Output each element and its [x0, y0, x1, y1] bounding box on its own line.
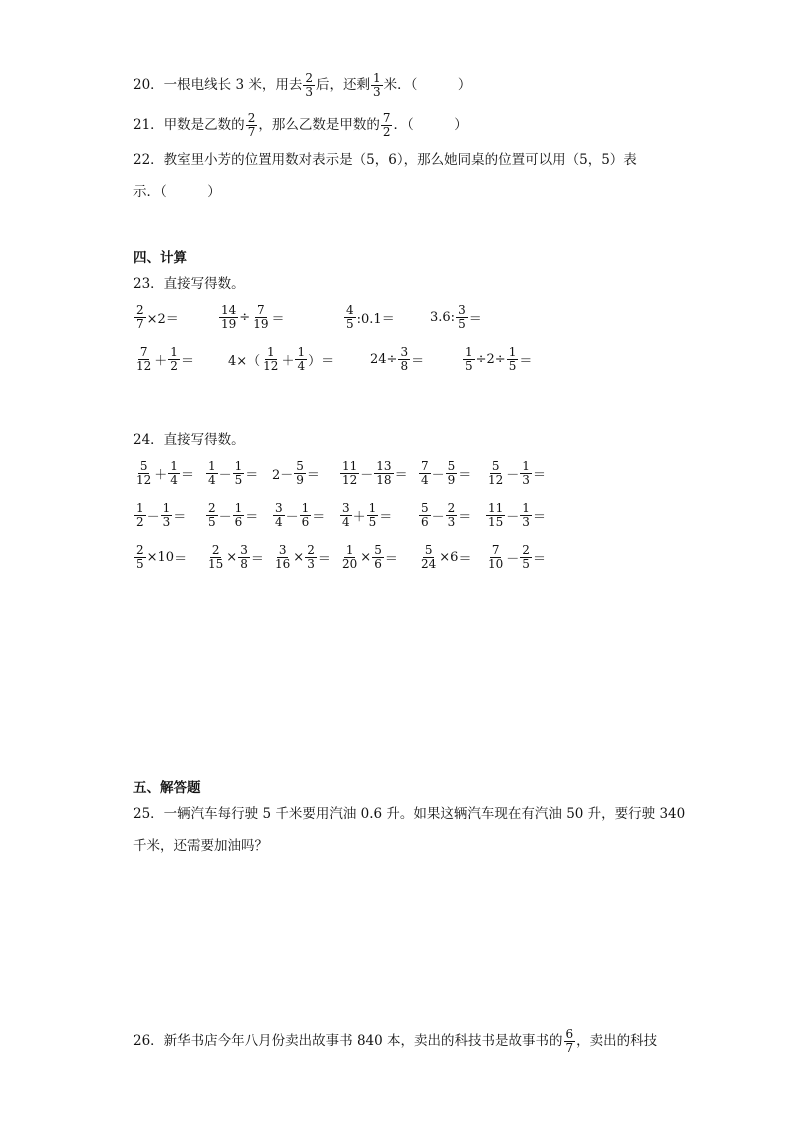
fraction: $\frac{5}{12}$ [488, 459, 504, 487]
q21-text-b: ，那么乙数是甲数的 [258, 117, 380, 133]
q24-expr: $\frac{3}{4}$ ＋ $\frac{1}{5}$ ＝ [342, 501, 393, 529]
question-25-line-1: 25．一辆汽车每行驶 5 千米要用汽油 0.6 升。如果这辆汽车现在有汽油 50 升，要行驶 340 [133, 806, 686, 822]
fraction: $\frac{11}{15}$ [488, 501, 504, 529]
q24-expr: $\frac{2}{15}$ × $\frac{3}{8}$ ＝ [208, 543, 264, 571]
q21-text-a: 21．甲数是乙数的 [133, 117, 245, 133]
q21-text-c: ．（ ） [393, 117, 468, 133]
q24-expr: $\frac{1}{4}$ － $\frac{1}{5}$ ＝ [208, 459, 259, 487]
fraction: $\frac{6}{7}$ [565, 1027, 574, 1055]
q24-expr: $\frac{11}{12}$ － $\frac{13}{18}$ ＝ [342, 459, 408, 487]
q24-expr: $\frac{5}{12}$ ＋ $\frac{1}{4}$ ＝ [136, 459, 194, 487]
fraction: $\frac{1}{20}$ [342, 543, 358, 571]
fraction: $\frac{1}{2}$ [170, 345, 178, 373]
q23-expr-6: 4×（ $\frac{1}{12}$ ＋ $\frac{1}{4}$ ）＝ [228, 345, 335, 373]
q20-text-a: 20．一根电线长 3 米，用去 [133, 77, 303, 93]
fraction: $\frac{5}{9}$ [447, 459, 456, 487]
fraction: $\frac{3}{8}$ [240, 543, 248, 571]
section-4-heading: 四、计算 [133, 250, 187, 266]
fraction: $\frac{5}{9}$ [296, 459, 304, 487]
fraction: $\frac{2}{5}$ [136, 543, 144, 571]
question-22-line-1: 22．教室里小芳的位置用数对表示是（5，6），那么她同桌的位置可以用（5，5）表 [133, 152, 637, 168]
fraction: $\frac{1}{4}$ [170, 459, 178, 487]
fraction: $\frac{1}{4}$ [208, 459, 216, 487]
fraction: $\frac{1}{3}$ [162, 501, 171, 529]
fraction: $\frac{2}{7}$ [136, 303, 144, 331]
fraction: $\frac{11}{12}$ [342, 459, 358, 487]
fraction: $\frac{7}{10}$ [488, 543, 504, 571]
q23-expr-1: $\frac{2}{7}$ ×2＝ [136, 303, 179, 331]
fraction: $\frac{3}{4}$ [342, 501, 350, 529]
q23-expr-5: $\frac{7}{12}$ ＋ $\frac{1}{2}$ ＝ [136, 345, 194, 373]
fraction: $\frac{2}{3}$ [447, 501, 456, 529]
q24-expr: $\frac{5}{12}$ － $\frac{1}{3}$ ＝ [488, 459, 546, 487]
q24-expr: $\frac{2}{5}$ － $\frac{1}{6}$ ＝ [208, 501, 259, 529]
fraction: $\frac{7}{19}$ [253, 303, 269, 331]
fraction: $\frac{13}{18}$ [376, 459, 392, 487]
question-22-line-2: 示．（ ） [133, 184, 221, 200]
fraction: $\frac{2}{3}$ [307, 543, 315, 571]
fraction: $\frac{14}{19}$ [221, 303, 237, 331]
fraction: $\frac{4}{5}$ [346, 303, 354, 331]
q24-expr: $\frac{1}{2}$ － $\frac{1}{3}$ ＝ [136, 501, 187, 529]
fraction: $\frac{3}{16}$ [275, 543, 291, 571]
q26-text-b: ，卖出的科技 [576, 1033, 658, 1049]
q23-expr-8: $\frac{1}{5}$ ÷2÷ $\frac{1}{5}$ ＝ [465, 345, 533, 373]
fraction: $\frac{5}{24}$ [421, 543, 437, 571]
fraction: $\frac{1}{2}$ [136, 501, 144, 529]
fraction: $\frac{2}{7}$ [247, 111, 256, 139]
q24-expr: $\frac{5}{24}$ ×6 ＝ [421, 543, 472, 571]
question-21 [133, 112, 468, 139]
q24-expr: 2－ $\frac{5}{9}$ ＝ [272, 459, 320, 487]
question-23-title: 23．直接写得数。 [133, 276, 245, 292]
q24-expr: $\frac{7}{10}$ － $\frac{2}{5}$ ＝ [488, 543, 546, 571]
fraction: $\frac{2}{5}$ [208, 501, 216, 529]
q24-expr: $\frac{5}{6}$ － $\frac{2}{3}$ ＝ [421, 501, 472, 529]
fraction: $\frac{1}{3}$ [522, 459, 530, 487]
q24-expr: $\frac{1}{20}$ × $\frac{5}{6}$ ＝ [342, 543, 398, 571]
q23-expr-4: 3.6: $\frac{3}{5}$ ＝ [430, 303, 482, 331]
q24-expr: $\frac{7}{4}$ － $\frac{5}{9}$ ＝ [421, 459, 472, 487]
fraction: $\frac{1}{5}$ [368, 501, 377, 529]
fraction: $\frac{1}{12}$ [263, 345, 279, 373]
q23-expr-7: 24÷ $\frac{3}{8}$ ＝ [370, 345, 425, 373]
q24-expr: $\frac{2}{5}$ ×10 ＝ [136, 543, 188, 571]
q20-text-c: 米．（ ） [383, 77, 472, 93]
question-25-line-2: 千米，还需要加油吗？ [133, 838, 268, 854]
question-20 [133, 72, 471, 99]
fraction: $\frac{5}{6}$ [374, 543, 382, 571]
q24-expr: $\frac{11}{15}$ － $\frac{1}{3}$ ＝ [488, 501, 546, 529]
fraction: $\frac{1}{6}$ [301, 501, 310, 529]
fraction: $\frac{1}{5}$ [465, 345, 473, 373]
q20-text-b: 后，还剩 [316, 77, 370, 93]
q24-expr: $\frac{3}{16}$ × $\frac{2}{3}$ ＝ [275, 543, 331, 571]
fraction: $\frac{2}{3}$ [305, 71, 313, 99]
section-5-heading: 五、解答题 [133, 780, 201, 796]
fraction: $\frac{1}{3}$ [522, 501, 530, 529]
fraction: $\frac{7}{4}$ [421, 459, 429, 487]
fraction: $\frac{1}{6}$ [234, 501, 243, 529]
fraction: $\frac{2}{15}$ [208, 543, 224, 571]
fraction: $\frac{5}{12}$ [136, 459, 152, 487]
fraction: $\frac{1}{4}$ [297, 345, 306, 373]
fraction: $\frac{5}{6}$ [421, 501, 429, 529]
fraction: $\frac{1}{5}$ [234, 459, 243, 487]
fraction: $\frac{1}{5}$ [508, 345, 517, 373]
question-24-title: 24．直接写得数。 [133, 432, 245, 448]
q23-expr-2: $\frac{14}{19}$ ÷ $\frac{7}{19}$ ＝ [221, 303, 285, 331]
fraction: $\frac{3}{8}$ [400, 345, 409, 373]
fraction: $\frac{3}{4}$ [275, 501, 283, 529]
fraction: $\frac{1}{3}$ [373, 71, 381, 99]
fraction: $\frac{7}{2}$ [382, 111, 391, 139]
fraction: $\frac{3}{5}$ [458, 303, 466, 331]
fraction: $\frac{7}{12}$ [136, 345, 152, 373]
q26-text-a: 26．新华书店今年八月份卖出故事书 840 本，卖出的科技书是故事书的 [133, 1033, 563, 1049]
q23-expr-3: $\frac{4}{5}$ :0.1＝ [346, 303, 395, 331]
question-26 [133, 1028, 657, 1055]
fraction: $\frac{2}{5}$ [522, 543, 530, 571]
q24-expr: $\frac{3}{4}$ － $\frac{1}{6}$ ＝ [275, 501, 326, 529]
